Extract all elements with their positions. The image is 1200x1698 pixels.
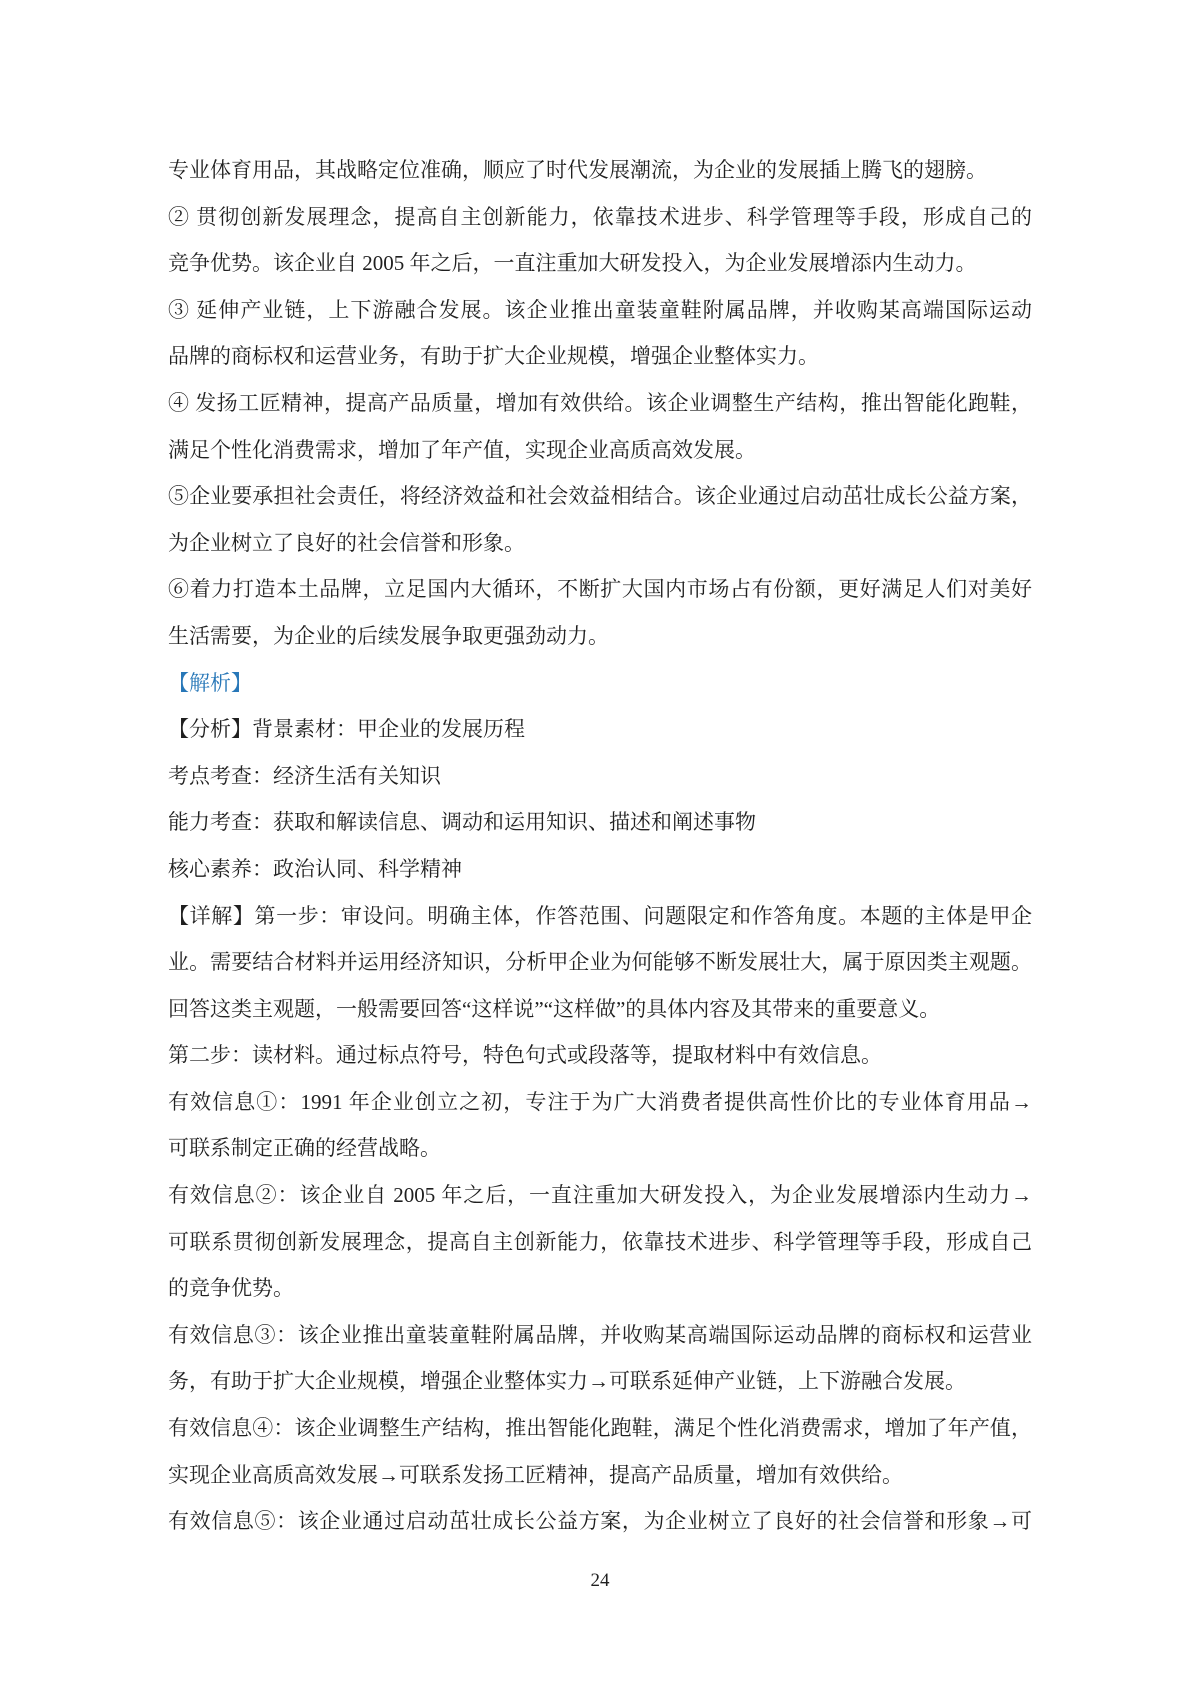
text-line: 【详解】第一步：审设问。明确主体，作答范围、问题限定和作答角度。本题的主体是甲企 — [168, 903, 1032, 928]
text-line: 满足个性化消费需求，增加了年产值，实现企业高质高效发展。 — [168, 437, 756, 462]
text-line: ⑤企业要承担社会责任，将经济效益和社会效益相结合。该企业通过启动茁壮成长公益方案， — [168, 484, 1032, 509]
text-line: 竞争优势。该企业自 2005 年之后，一直注重加大研发投入，为企业发展增添内生动力。 — [168, 251, 977, 276]
text-line: 有效信息②：该企业自 2005 年之后，一直注重加大研发投入，为企业发展增添内生动力→ — [168, 1183, 1032, 1208]
text-line: ② 贯彻创新发展理念，提高自主创新能力，依靠技术进步、科学管理等手段，形成自己的 — [168, 204, 1032, 229]
text-line: 核心素养：政治认同、科学精神 — [168, 856, 462, 881]
text-line: 有效信息⑤：该企业通过启动茁壮成长公益方案，为企业树立了良好的社会信誉和形象→可 — [168, 1509, 1032, 1534]
text-line: 回答这类主观题，一般需要回答“这样说”“这样做”的具体内容及其带来的重要意义。 — [168, 996, 941, 1021]
text-line: 品牌的商标权和运营业务，有助于扩大企业规模，增强企业整体实力。 — [168, 344, 819, 369]
document-body — [168, 147, 1032, 1545]
text-line: 有效信息①：1991 年企业创立之初，专注于为广大消费者提供高性价比的专业体育用品→ — [168, 1089, 1032, 1114]
text-line: 专业体育用品，其战略定位准确，顺应了时代发展潮流，为企业的发展插上腾飞的翅膀。 — [168, 158, 987, 182]
text-line: 为企业树立了良好的社会信誉和形象。 — [168, 530, 525, 555]
text-line: 有效信息③：该企业推出童装童鞋附属品牌，并收购某高端国际运动品牌的商标权和运营业 — [168, 1322, 1032, 1347]
page-number: 24 — [590, 1570, 610, 1591]
text-line: ④ 发扬工匠精神，提高产品质量，增加有效供给。该企业调整生产结构，推出智能化跑鞋， — [168, 390, 1032, 415]
text-line: ⑥着力打造本土品牌，立足国内大循环，不断扩大国内市场占有份额，更好满足人们对美好 — [168, 577, 1032, 602]
text-line: 的竞争优势。 — [168, 1276, 294, 1301]
text-line: 【分析】背景素材：甲企业的发展历程 — [168, 717, 525, 742]
text-line: 务，有助于扩大企业规模，增强企业整体实力→可联系延伸产业链，上下游融合发展。 — [168, 1369, 966, 1394]
text-line: 业。需要结合材料并运用经济知识，分析甲企业为何能够不断发展壮大，属于原因类主观题。 — [168, 950, 1032, 975]
text-line: 可联系制定正确的经营战略。 — [168, 1136, 441, 1161]
text-line: 第二步：读材料。通过标点符号，特色句式或段落等，提取材料中有效信息。 — [168, 1043, 882, 1068]
text-line: 可联系贯彻创新发展理念，提高自主创新能力，依靠技术进步、科学管理等手段，形成自己 — [168, 1229, 1032, 1254]
text-line: 考点考查：经济生活有关知识 — [168, 763, 441, 788]
text-line: 有效信息④：该企业调整生产结构，推出智能化跑鞋，满足个性化消费需求，增加了年产值， — [168, 1416, 1032, 1441]
analysis-section-label: 【解析】 — [168, 670, 252, 695]
text-line: 实现企业高质高效发展→可联系发扬工匠精神，提高产品质量，增加有效供给。 — [168, 1462, 903, 1487]
text-line: 能力考查：获取和解读信息、调动和运用知识、描述和阐述事物 — [168, 810, 756, 835]
text-line: 生活需要，为企业的后续发展争取更强劲动力。 — [168, 623, 609, 648]
text-line: ③ 延伸产业链，上下游融合发展。该企业推出童装童鞋附属品牌，并收购某高端国际运动 — [168, 297, 1032, 322]
